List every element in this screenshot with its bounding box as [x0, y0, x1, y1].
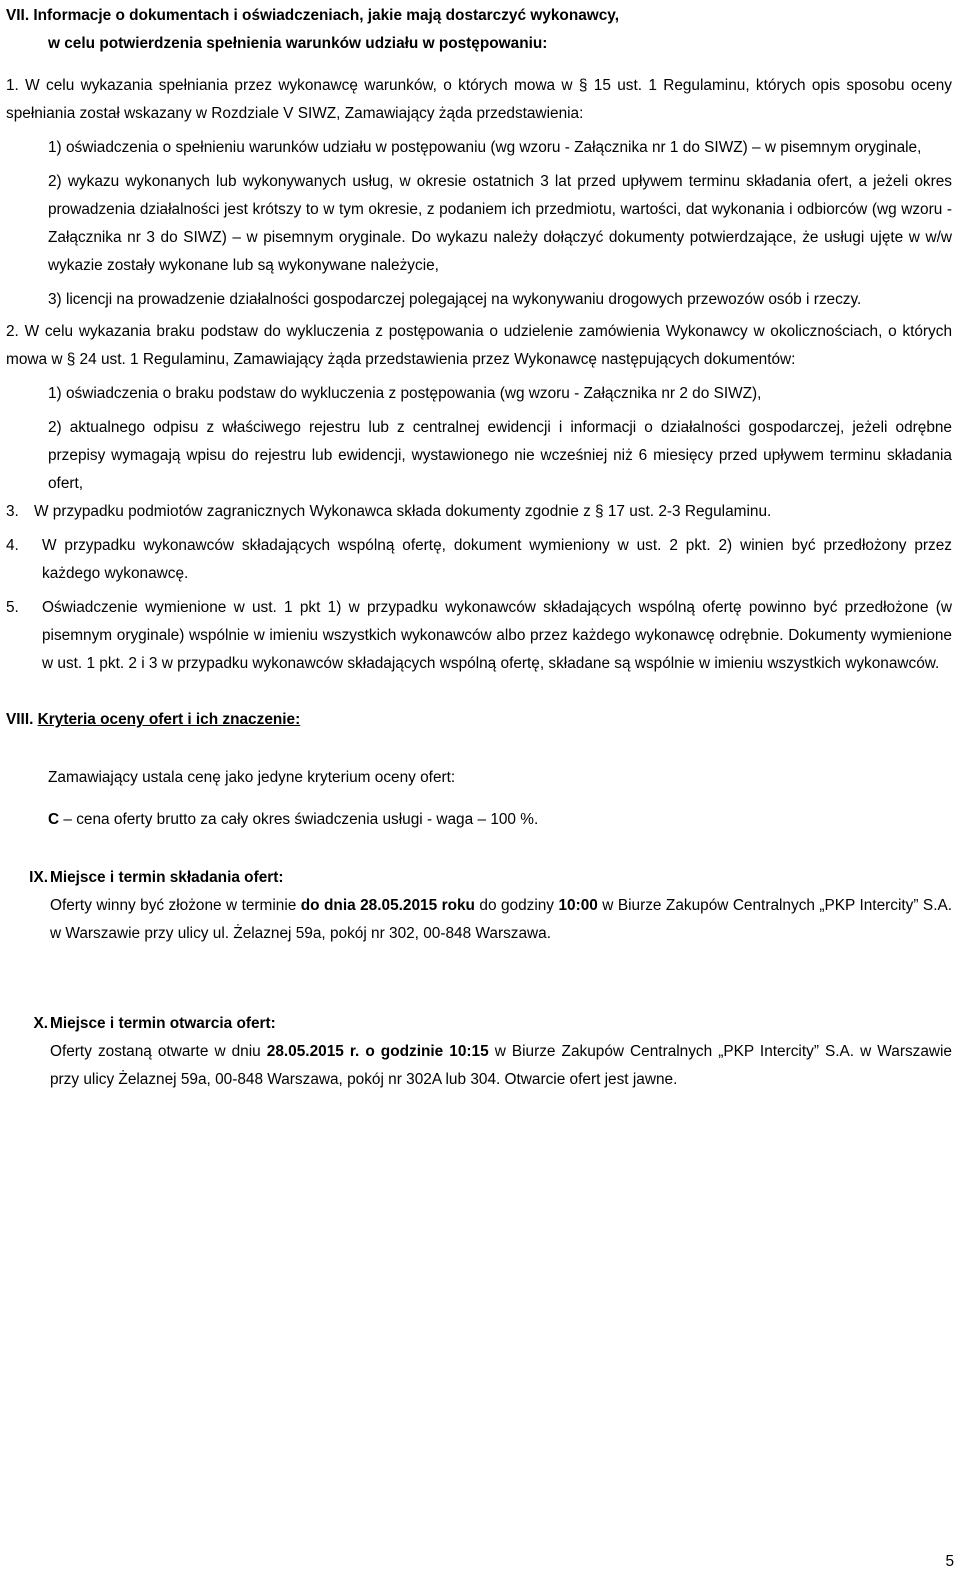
vii-point-1 [6, 72, 952, 128]
ix-text-3: w Biurze Zakupów Centralnych „PKP Intercity” S.A. w Warszawie przy ulicy ul. Żelaznej 59a, pokój nr 302, 00-848 Warszawa. [50, 897, 953, 942]
vii-2-item-1 [48, 380, 952, 408]
section-vii-number: VII. [6, 7, 30, 24]
x-date: 28.05.2015 r. [266, 1043, 360, 1060]
section-x [6, 1010, 952, 1094]
vii-point-5-text: Oświadczenie wymienione w ust. 1 pkt 1) w przypadku wykonawców składających wspólną ofertę powinno być przedłożone (w pisemnym oryginale) wspólnie w imieniu wszystkich wykonawców albo przez każdego wykonawcę odrębnie. Dokumenty wymienione w ust. 1 pkt. 2 i 3 w przypadku wykonawców składających wspólną ofertę, składane są wspólnie w imieniu wszystkich wykonawców. [42, 599, 952, 672]
section-x-title: Miejsce i termin otwarcia ofert: [50, 1015, 276, 1032]
vii-1-item-1 [48, 134, 952, 162]
x-time: o godzinie 10:15 [365, 1043, 489, 1060]
section-vii [6, 2, 952, 678]
x-text-1: Oferty zostaną otwarte w dniu [50, 1043, 261, 1060]
vii-point-1-text: W celu wykazania spełniania przez wykonawcę warunków, o których mowa w § 15 ust. 1 Regulaminu, których opis sposobu oceny spełniania został wskazany w Rozdziale V SIWZ, Zamawiający żąda przedstawienia: [6, 77, 952, 122]
document-page [6, 2, 952, 1094]
section-viii-line1: Zamawiający ustala cenę jako jedyne kryterium oceny ofert: [48, 769, 456, 786]
vii-2-item-2-number: 2) [48, 419, 62, 436]
section-vii-heading [6, 2, 952, 58]
vii-1-item-3-text: licencji na prowadzenie działalności gospodarczej polegającej na wykonywaniu drogowych przewozów osób i rzeczy. [65, 291, 862, 308]
section-ix-title: Miejsce i termin składania ofert: [50, 869, 284, 886]
vii-1-item-3 [48, 286, 952, 314]
section-x-body [50, 1010, 952, 1094]
vii-2-item-1-text: oświadczenia o braku podstaw do wykluczenia z postępowania (wg wzoru - Załącznika nr 2 do SIWZ), [65, 385, 762, 402]
section-ix-text [50, 892, 952, 948]
section-viii-heading [6, 706, 952, 734]
vii-point-3-number: 3. [6, 503, 19, 520]
vii-1-item-2-number: 2) [48, 173, 62, 190]
vii-1-item-2 [48, 168, 952, 280]
section-ix-number: IX. [29, 869, 48, 886]
section-vii-title-line2: w celu potwierdzenia spełnienia warunków udziału w postępowaniu: [48, 35, 548, 52]
vii-1-item-2-text: wykazu wykonanych lub wykonywanych usług, w okresie ostatnich 3 lat przed upływem terminu składania ofert, a jeżeli okres prowadzenia działalności jest krótszy to w tym okresie, z podaniem ich przedmiotu, wartości, dat wykonania i odbiorców (wg wzoru - Załącznika nr 3 do SIWZ) – w pisemnym oryginale. Do wykazu należy dołączyć dokumenty potwierdzające, że usługi ujęte w w/w wykazie zostały wykonane lub są wykonywane należycie, [48, 173, 952, 274]
vii-1-item-1-number: 1) [48, 139, 62, 156]
section-viii-title: Kryteria oceny ofert i ich znaczenie: [37, 711, 301, 728]
vii-point-3-text: W przypadku podmiotów zagranicznych Wykonawca składa dokumenty zgodnie z § 17 ust. 2-3 Regulaminu. [34, 503, 772, 520]
criterion-dash: – [477, 811, 487, 828]
vii-point-2 [6, 318, 952, 374]
vii-point-1-number: 1. [6, 77, 19, 94]
vii-2-item-2-text: aktualnego odpisu z właściwego rejestru lub z centralnej ewidencji i informacji o działalności gospodarczej, jeżeli odrębne przepisy wymagają wpisu do rejestru lub ewidencji, wystawionego nie wcześniej niż 6 miesięcy przed upływem terminu składania ofert, [48, 419, 952, 492]
section-viii-criterion [48, 806, 952, 834]
vii-2-item-2 [48, 414, 952, 498]
ix-text-2: do godziny [479, 897, 555, 914]
criterion-letter: C [48, 811, 60, 828]
section-ix [6, 864, 952, 948]
vii-point-4-number: 4. [6, 537, 19, 554]
vii-point-1-list [48, 134, 952, 314]
vii-point-5 [6, 594, 952, 678]
page-number: 5 [945, 1553, 954, 1570]
section-viii-number: VIII. [6, 711, 34, 728]
vii-point-4-text: W przypadku wykonawców składających wspólną ofertę, dokument wymieniony w ust. 2 pkt. 2) winien być przedłożony przez każdego wykonawcę. [42, 537, 952, 582]
vii-point-5-number: 5. [6, 599, 19, 616]
vii-1-item-1-text: oświadczenia o spełnieniu warunków udziału w postępowaniu (wg wzoru - Załącznika nr 1 do SIWZ) – w pisemnym oryginale, [65, 139, 922, 156]
ix-time: 10:00 [558, 897, 598, 914]
section-vii-title-line1: Informacje o dokumentach i oświadczeniach, jakie mają dostarczyć wykonawcy, [33, 7, 620, 24]
vii-point-2-text: W celu wykazania braku podstaw do wykluczenia z postępowania o udzielenie zamówienia Wykonawcy w okolicznościach, o których mowa w § 24 ust. 1 Regulaminu, Zamawiający żąda przedstawienia przez Wykonawcę następujących dokumentów: [6, 323, 953, 368]
section-ix-body [50, 864, 952, 948]
ix-text-1: Oferty winny być złożone w terminie [50, 897, 297, 914]
vii-point-3 [6, 498, 952, 526]
ix-date: do dnia 28.05.2015 roku [300, 897, 475, 914]
criterion-text: – cena oferty brutto za cały okres świadczenia usługi - waga [63, 811, 474, 828]
section-viii [6, 706, 952, 834]
x-text-2: w Biurze Zakupów Centralnych „PKP Intercity” S.A. w Warszawie przy ulicy Żelaznej 59a, 00-848 Warszawa, pokój nr 302A lub 304. Otwarcie ofert jest jawne. [50, 1043, 952, 1088]
section-x-number: X. [33, 1015, 48, 1032]
vii-point-2-number: 2. [6, 323, 19, 340]
vii-point-4 [6, 532, 952, 588]
section-x-text [50, 1038, 952, 1094]
vii-2-item-1-number: 1) [48, 385, 62, 402]
vii-1-item-3-number: 3) [48, 291, 62, 308]
criterion-weight: 100 %. [490, 811, 539, 828]
vii-point-2-list [48, 380, 952, 498]
